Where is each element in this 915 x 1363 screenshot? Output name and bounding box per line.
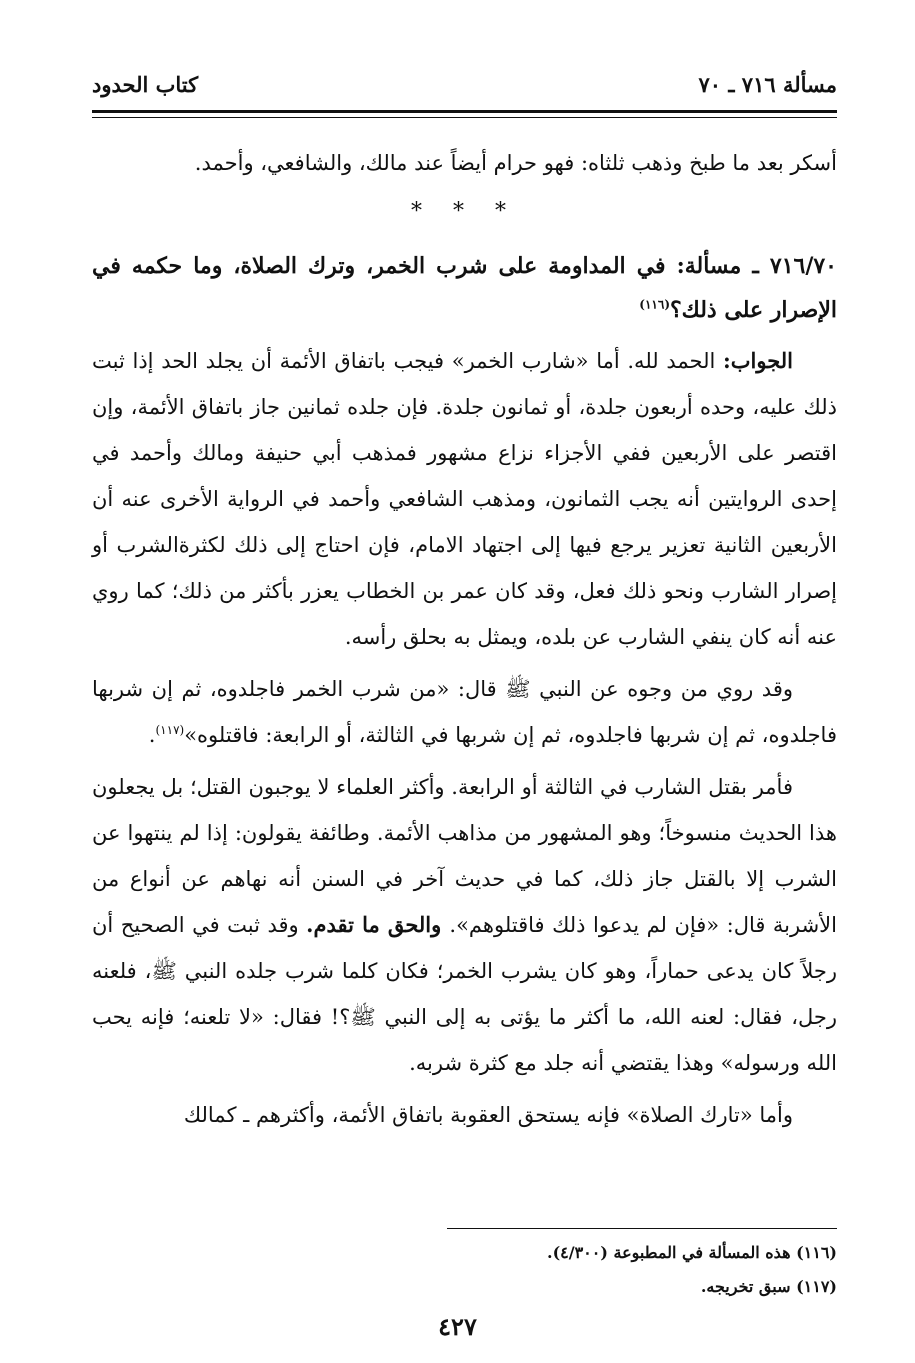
- header-rule: [92, 110, 837, 113]
- ruling-text-a: فأمر بقتل الشارب في الثالثة أو الرابعة. وأكثر العلماء لا يوجبون القتل؛ بل يجعلون هذا الحديث منسوخاً؛ وهو المشهور من مذاهب الأئمة. وطائفة يقولون: إذا لم ينتهوا عن الشرب إلا بالقتل جاز ذلك، كما في حديث آخر في السنن أنه نهاهم عن أنواع من الأشربة قال: «فإن لم يدعوا ذلك فاقتلوهم».: [92, 775, 837, 937]
- answer-text: الحمد لله. أما «شارب الخمر» فيجب باتفاق الأئمة أن يجلد الحد إذا ثبت ذلك عليه، وحده أربعون جلدة، أو ثمانون جلدة. فإن جلده ثمانين جاز باتفاق الأئمة، وإن اقتصر على الأربعين ففي الأجزاء نزاع مشهور فمذهب أبي حنيفة ومالك وأحمد في إحدى الروايتين أنه يجب الثمانون، ومذهب الشافعي وأحمد في الرواية الأخرى عنه أن الأربعين الثانية تعزير يرجع فيها إلى اجتهاد الامام، فإن احتاج إلى ذلك لكثرةالشرب أو إصرار الشارب ونحو ذلك فعل، وقد كان عمر بن الخطاب يعزر بأكثر من ذلك؛ كما روي عنه أنه كان ينفي الشارب عن بلده، ويمثل به بحلق رأسه.: [92, 349, 837, 649]
- answer-paragraph: [92, 338, 837, 660]
- paragraph-continuation: أسكر بعد ما طبخ وذهب ثلثاه: فهو حرام أيضاً عند مالك، والشافعي، وأحمد.: [194, 151, 837, 175]
- section-separator: * * *: [411, 199, 518, 224]
- answer-label: الجواب:: [723, 348, 793, 373]
- footnote-117: (١١٧) سبق تخريجه.: [700, 1277, 837, 1296]
- hadith-paragraph: [92, 666, 837, 758]
- hadith-end: .: [148, 723, 156, 747]
- header-issue-number: مسألة ٧١٦ ـ ٧٠: [698, 72, 837, 97]
- page-body: [92, 140, 837, 1144]
- page-number: ٤٢٧: [438, 1312, 477, 1341]
- footnotes: [92, 1236, 837, 1304]
- footnote-rule: [447, 1228, 837, 1229]
- prayer-paragraph: وأما «تارك الصلاة» فإنه يستحق العقوبة باتفاق الأئمة، وأكثرهم ـ كمالك: [183, 1103, 793, 1127]
- footnote-ref-116: (١١٦): [639, 297, 670, 312]
- hadith-text: وقد روي من وجوه عن النبي ﷺ قال: «من شرب الخمر فاجلدوه، ثم إن شربها فاجلدوه، ثم إن شربها فاجلدوه، ثم إن شربها في الثالثة، أو الرابعة: فاقتلوه»: [92, 677, 837, 747]
- header-book-title: كتاب الحدود: [92, 72, 199, 97]
- question-text: ٧١٦/٧٠ ـ مسألة: في المداومة على شرب الخمر، وترك الصلاة، وما حكمه في الإصرار على ذلك؟: [92, 253, 837, 323]
- question-heading: [92, 244, 837, 332]
- ruling-text-c: وقد ثبت في الصحيح أن رجلاً كان يدعى حماراً، وهو كان يشرب الخمر؛ فكان كلما شرب جلده النبي ﷺ، فلعنه رجل، فقال: لعنه الله، ما أكثر ما يؤتى به إلى النبي ﷺ؟! فقال: «لا تلعنه؛ فإنه يحب الله ورسوله» وهذا يقتضي أنه جلد مع كثرة شربه.: [92, 913, 837, 1075]
- ruling-text-emphasis: والحق ما تقدم.: [306, 912, 450, 937]
- ruling-paragraph: [92, 764, 837, 1086]
- page-header: [92, 68, 837, 108]
- header-rule-thin: [92, 117, 837, 118]
- footnote-ref-117: (١١٧): [155, 723, 185, 737]
- footnote-116: (١١٦) هذه المسألة في المطبوعة (٤/٣٠٠).: [547, 1243, 837, 1262]
